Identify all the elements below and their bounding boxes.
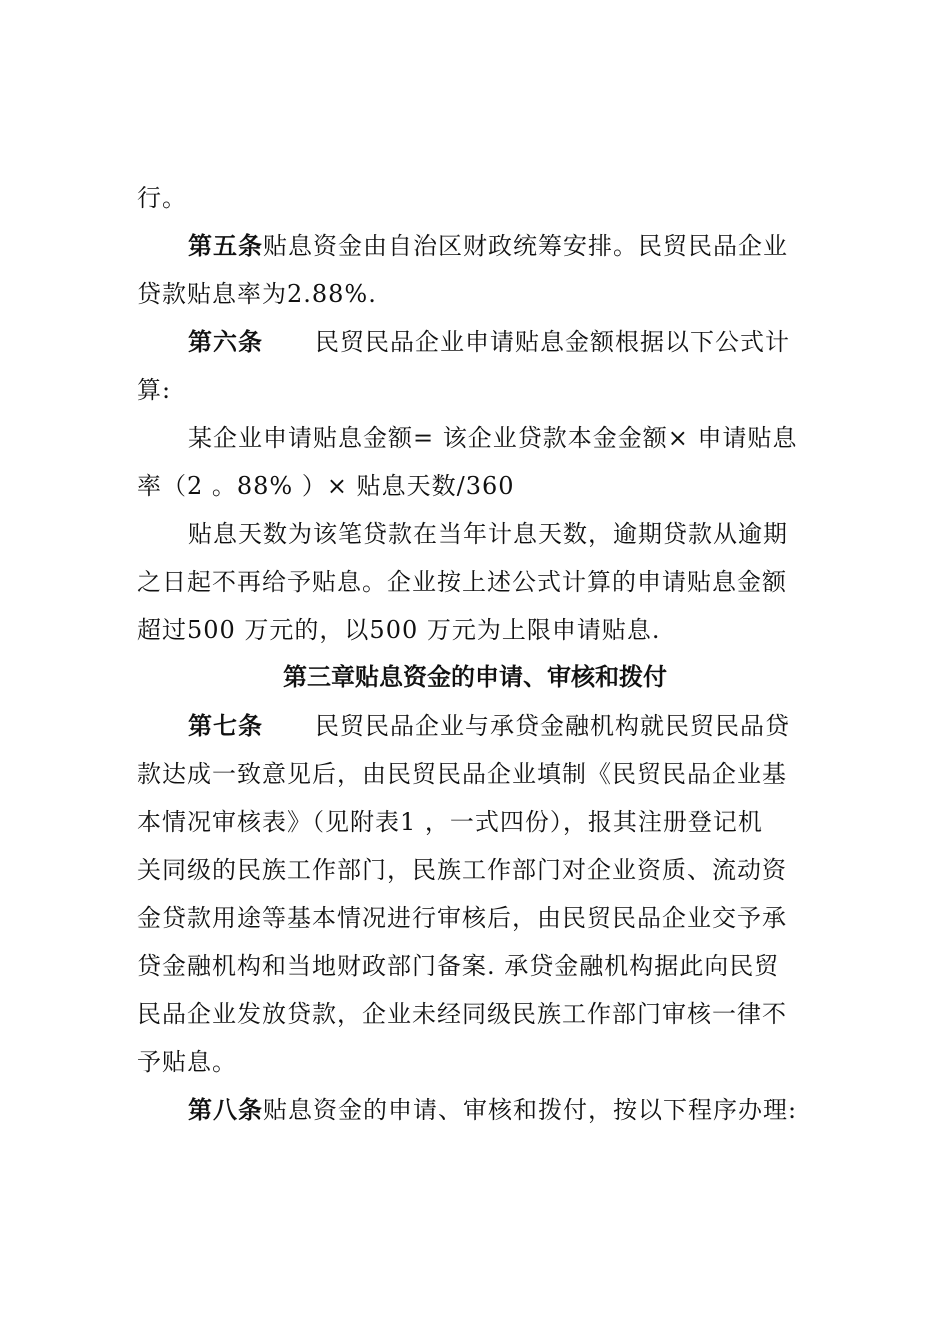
article-5-continuation: 贷款贴息率为2.88%. <box>137 280 377 308</box>
article-8-first-line <box>188 1094 817 1126</box>
article-6-continuation: 算: <box>137 376 172 404</box>
article-7-line <box>137 758 817 790</box>
article-7-line <box>137 806 817 838</box>
article-7-line <box>137 998 817 1030</box>
article-8-text: 贴息资金的申请、审核和拨付，按以下程序办理: <box>263 1096 798 1124</box>
paragraph-text: 超过500 万元的，以500 万元为上限申请贴息. <box>137 616 661 644</box>
article-7-line <box>137 854 817 886</box>
text-line <box>137 374 817 406</box>
paragraph-text: 民品企业发放贷款，企业未经同级民族工作部门审核一律不 <box>137 1000 787 1028</box>
article-7-text: 民贸民品企业与承贷金融机构就民贸民品贷 <box>315 712 790 740</box>
article-8-heading: 第八条 <box>188 1095 263 1124</box>
article-7-heading: 第七条 <box>188 711 263 740</box>
paragraph-text: 本情况审核表》（见附表1 ，一式四份），报其注册登记机 <box>137 808 763 836</box>
article-7-line <box>137 950 817 982</box>
chapter-title: 第三章贴息资金的申请、审核和拨付 <box>283 662 667 691</box>
paragraph-text: 关同级的民族工作部门，民族工作部门对企业资质、流动资 <box>137 856 787 884</box>
days-paragraph-line-3 <box>137 614 817 646</box>
article-6-text: 民贸民品企业申请贴息金额根据以下公式计 <box>315 328 790 356</box>
chapter-3-heading <box>0 661 950 693</box>
formula-text: 某企业申请贴息金额= 该企业贷款本金金额× 申请贴息 <box>188 424 798 452</box>
formula-line-1 <box>188 422 817 454</box>
article-7-line <box>137 1046 817 1078</box>
days-paragraph-line-1 <box>188 518 817 550</box>
paragraph-text: 金贷款用途等基本情况进行审核后，由民贸民品企业交予承 <box>137 904 787 932</box>
days-paragraph-line-2 <box>137 566 817 598</box>
paragraph-text: 款达成一致意见后，由民贸民品企业填制《民贸民品企业基 <box>137 760 787 788</box>
formula-line-2 <box>137 470 817 502</box>
article-7-line <box>137 902 817 934</box>
text-line <box>137 182 817 214</box>
article-5-text: 贴息资金由自治区财政统筹安排。民贸民品企业 <box>263 232 788 260</box>
article-5-heading: 第五条 <box>188 231 263 260</box>
article-5-first-line <box>188 230 817 262</box>
continuation-text: 行。 <box>137 184 187 212</box>
formula-text: 率（2 。88% ）× 贴息天数/360 <box>137 472 515 500</box>
article-6-heading: 第六条 <box>188 327 263 356</box>
paragraph-text: 予贴息。 <box>137 1048 237 1076</box>
paragraph-text: 贷金融机构和当地财政部门备案. 承贷金融机构据此向民贸 <box>137 952 780 980</box>
paragraph-text: 贴息天数为该笔贷款在当年计息天数，逾期贷款从逾期 <box>188 520 788 548</box>
article-6-first-line <box>188 326 817 358</box>
paragraph-text: 之日起不再给予贴息。企业按上述公式计算的申请贴息金额 <box>137 568 787 596</box>
text-line <box>137 278 817 310</box>
article-7-first-line <box>188 710 817 742</box>
